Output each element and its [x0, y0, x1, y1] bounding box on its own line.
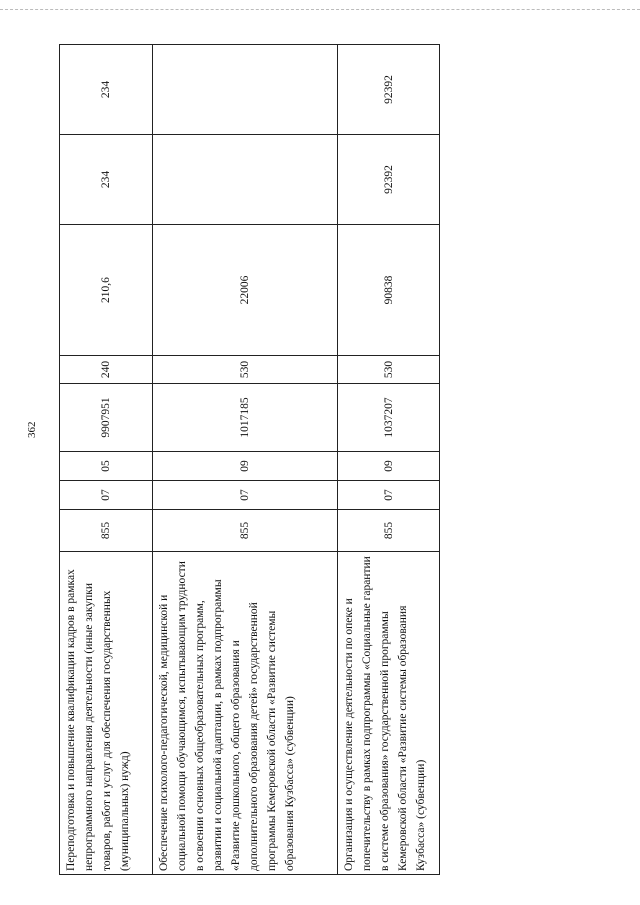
expense-type-code: 530: [338, 356, 440, 384]
ministry-code: 855: [60, 510, 153, 552]
scan-edge-line: [0, 9, 640, 10]
subsection-code: 09: [338, 452, 440, 481]
subsection-code: 05: [60, 452, 153, 481]
target-article-code: 9907951: [60, 384, 153, 452]
table-row: [338, 45, 440, 875]
row-description: Обеспечение психолого-педагогической, медицинской и социальной помощи обучающимся, испытывающим трудности в освоении основных общеобразовательных программ, развитии и социальной адаптации, в рамках подпрограммы «Развитие дошкольного, общего образования и дополнительного образования детей» государственной программы Кемеровской области «Развитие системы образования Кузбасса» (субвенции): [153, 552, 338, 875]
amount-2: 92392: [338, 135, 440, 225]
expense-type-code: 240: [60, 356, 153, 384]
amount-1: 22006: [153, 225, 338, 356]
amount-2: [153, 135, 338, 225]
section-code: 07: [60, 481, 153, 510]
ministry-code: 855: [338, 510, 440, 552]
target-article-code: 1037207: [338, 384, 440, 452]
section-code: 07: [153, 481, 338, 510]
row-description: Переподготовка и повышение квалификации кадров в рамках непрограммного направления деятельности (иные закупки товаров, работ и услуг для обеспечения государственных (муниципальных) нужд): [60, 552, 153, 875]
table-row: [153, 45, 338, 875]
expense-type-code: 530: [153, 356, 338, 384]
amount-3: 92392: [338, 45, 440, 135]
subsection-code: 09: [153, 452, 338, 481]
amount-3: [153, 45, 338, 135]
budget-table: [59, 44, 440, 875]
section-code: 07: [338, 481, 440, 510]
ministry-code: 855: [153, 510, 338, 552]
budget-table-rotated: [59, 45, 439, 875]
amount-1: 210,6: [60, 225, 153, 356]
table-row: [60, 45, 153, 875]
target-article-code: 1017185: [153, 384, 338, 452]
page-number: 362: [26, 421, 38, 438]
row-description: Организация и осуществление деятельности по опеке и попечительству в рамках подпрограммы «Социальные гарантии в системе образования» государственной программы Кемеровской области «Развитие системы образования Кузбасса» (субвенции): [338, 552, 440, 875]
amount-2: 234: [60, 135, 153, 225]
amount-3: 234: [60, 45, 153, 135]
amount-1: 90838: [338, 225, 440, 356]
